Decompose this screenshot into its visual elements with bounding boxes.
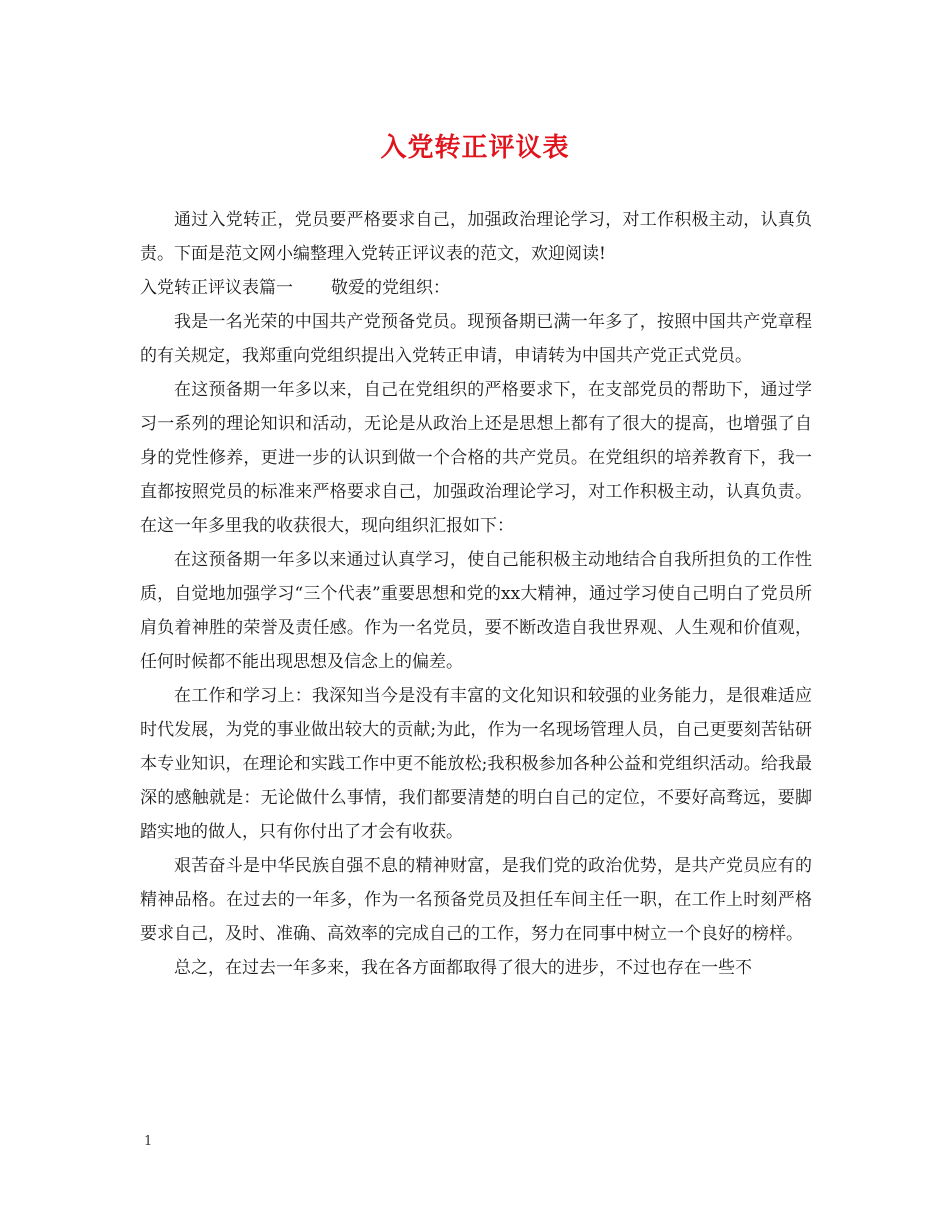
section-heading-line bbox=[140, 271, 812, 305]
document-body bbox=[140, 203, 812, 985]
intro-paragraph: 通过入党转正，党员要严格要求自己，加强政治理论学习，对工作积极主动，认真负责。下面是范文网小编整理入党转正评议表的范文，欢迎阅读! bbox=[140, 210, 812, 264]
section-heading: 入党转正评议表篇一 bbox=[140, 278, 293, 298]
body-paragraph: 在这预备期一年多以来通过认真学习，使自己能积极主动地结合自我所担负的工作性质，自觉地加强学习“三个代表”重要思想和党的xx大精神，通过学习使自己明白了党员所肩负着神胜的荣誉及责任感。作为一名党员，要不断改造自我世界观、人生观和价值观，任何时候都不能出现思想及信念上的偏差。 bbox=[140, 550, 812, 672]
body-paragraph: 我是一名光荣的中国共产党预备党员。现预备期已满一年多了，按照中国共产党章程的有关规定，我郑重向党组织提出入党转正申请，申请转为中国共产党正式党员。 bbox=[140, 312, 812, 366]
document-title: 入党转正评议表 bbox=[380, 133, 570, 163]
salutation: 敬爱的党组织： bbox=[331, 278, 450, 298]
body-paragraph: 总之，在过去一年多来，我在各方面都取得了很大的进步，不过也存在一些不 bbox=[174, 958, 752, 978]
body-paragraph: 在这预备期一年多以来，自己在党组织的严格要求下，在支部党员的帮助下，通过学习一系列的理论知识和活动，无论是从政治上还是思想上都有了很大的提高，也增强了自身的党性修养，更进一步的认识到做一个合格的共产党员。在党组织的培养教育下，我一直都按照党员的标准来严格要求自己，加强政治理论学习，对工作积极主动，认真负责。在这一年多里我的收获很大，现向组织汇报如下： bbox=[140, 380, 812, 536]
body-paragraph: 在工作和学习上：我深知当今是没有丰富的文化知识和较强的业务能力，是很难适应时代发展，为党的事业做出较大的贡献;为此，作为一名现场管理人员，自己更要刻苦钻研本专业知识，在理论和实践工作中更不能放松;我积极参加各种公益和党组织活动。给我最深的感触就是：无论做什么事情，我们都要清楚的明白自己的定位，不要好高骛远，要脚踏实地的做人，只有你付出了才会有收获。 bbox=[140, 686, 812, 842]
body-paragraph: 艰苦奋斗是中华民族自强不息的精神财富，是我们党的政治优势，是共产党员应有的精神品格。在过去的一年多，作为一名预备党员及担任车间主任一职，在工作上时刻严格要求自己，及时、准确、高效率的完成自己的工作，努力在同事中树立一个良好的榜样。 bbox=[140, 856, 812, 944]
page-number: 1 bbox=[144, 1134, 153, 1149]
